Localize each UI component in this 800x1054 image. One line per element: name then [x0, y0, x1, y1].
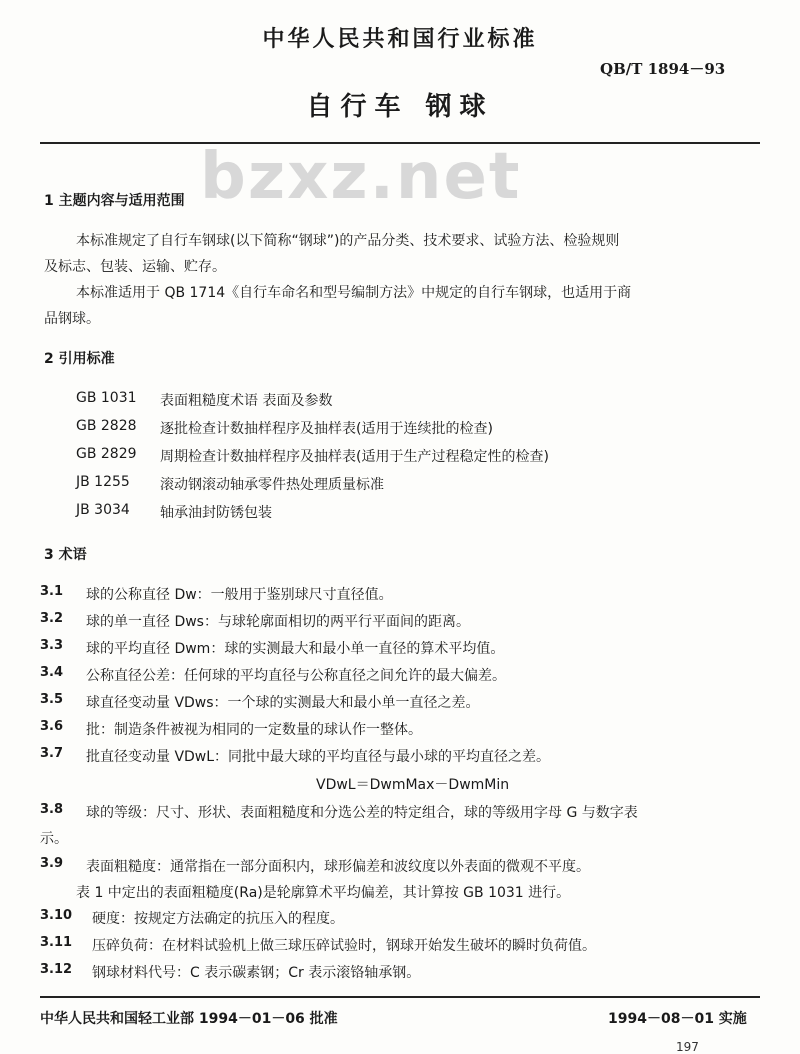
term-number: 3.6 [40, 719, 64, 734]
term-number: 3.7 [40, 746, 64, 761]
term-8-line2: 示。 [40, 831, 68, 847]
term-number: 3.10 [40, 908, 73, 923]
sec1-para1-line1: 本标准规定了自行车钢球(以下简称“钢球”)的产品分类、技术要求、试验方法、检验规则 [76, 233, 620, 249]
document-title: 自行车 钢球 [306, 92, 494, 122]
watermark: bzxz.net [200, 140, 522, 214]
term-number: 3.5 [40, 692, 64, 707]
ref-code: GB 2829 [76, 446, 137, 462]
term-text: 公称直径公差：任何球的平均直径与公称直径之间允许的最大偏差。 [86, 668, 506, 684]
term-9-line1: 表面粗糙度：通常指在一部分面积内，球形偏差和波纹度以外表面的微观不平度。 [86, 859, 590, 875]
ref-title: 逐批检查计数抽样程序及抽样表(适用于连续批的检查) [160, 421, 493, 437]
formula: VDwL＝DwmMax－DwmMin [316, 777, 510, 793]
bottom-divider [40, 996, 760, 998]
term-text: 批直径变动量 VDwL：同批中最大球的平均直径与最小球的平均直径之差。 [86, 749, 551, 765]
sec1-para2-line1: 本标准适用于 QB 1714《自行车命名和型号编制方法》中规定的自行车钢球，也适用于商 [76, 285, 632, 301]
top-divider [40, 142, 760, 144]
term-8-line1: 球的等级：尺寸、形状、表面粗糙度和分选公差的特定组合，球的等级用字母 G 与数字表 [86, 805, 638, 821]
ref-code: GB 1031 [76, 390, 137, 406]
term-number: 3.11 [40, 935, 73, 950]
ref-code: GB 2828 [76, 418, 137, 434]
term-number: 3.12 [40, 962, 73, 977]
effective-date: 1994－08－01 实施 [608, 1011, 747, 1027]
page-number: 197 [676, 1040, 699, 1054]
ref-code: JB 3034 [76, 502, 130, 518]
ref-title: 滚动钢滚动轴承零件热处理质量标准 [160, 477, 384, 493]
term-number: 3.2 [40, 611, 64, 626]
sec1-para2-line2: 品钢球。 [44, 311, 100, 327]
section-2-heading: 2 引用标准 [44, 351, 115, 367]
term-text: 压碎负荷：在材料试验机上做三球压碎试验时，钢球开始发生破坏的瞬时负荷值。 [92, 938, 596, 954]
sec1-para1-line2: 及标志、包装、运输、贮存。 [44, 259, 226, 275]
ref-title: 表面粗糙度术语 表面及参数 [160, 393, 333, 409]
ref-title: 轴承油封防锈包装 [160, 505, 272, 521]
term-text: 球的单一直径 Dws：与球轮廓面相切的两平行平面间的距离。 [86, 614, 470, 630]
term-number: 3.1 [40, 584, 64, 599]
term-number: 3.8 [40, 802, 64, 817]
term-text: 钢球材料代号：C 表示碳素钢；Cr 表示滚铬轴承钢。 [92, 965, 421, 981]
section-1-heading: 1 主题内容与适用范围 [44, 193, 185, 209]
term-number: 3.3 [40, 638, 64, 653]
standard-number: QB/T 1894－93 [600, 60, 726, 78]
term-number: 3.4 [40, 665, 64, 680]
term-text: 球直径变动量 VDws：一个球的实测最大和最小单一直径之差。 [86, 695, 480, 711]
ref-code: JB 1255 [76, 474, 130, 490]
org-title: 中华人民共和国行业标准 [262, 27, 538, 52]
term-text: 硬度：按规定方法确定的抗压入的程度。 [92, 911, 344, 927]
section-3-heading: 3 术语 [44, 547, 87, 563]
ref-title: 周期检查计数抽样程序及抽样表(适用于生产过程稳定性的检查) [160, 449, 549, 465]
term-text: 球的公称直径 Dw：一般用于鉴别球尺寸直径值。 [86, 587, 393, 603]
term-number: 3.9 [40, 856, 64, 871]
term-text: 批：制造条件被视为相同的一定数量的球认作一整体。 [86, 722, 422, 738]
term-text: 球的平均直径 Dwm：球的实测最大和最小单一直径的算术平均值。 [86, 641, 505, 657]
term-9-line2: 表 1 中定出的表面粗糙度(Ra)是轮廓算术平均偏差，其计算按 GB 1031 进行。 [76, 885, 571, 901]
approval-line: 中华人民共和国轻工业部 1994－01－06 批准 [40, 1011, 338, 1027]
